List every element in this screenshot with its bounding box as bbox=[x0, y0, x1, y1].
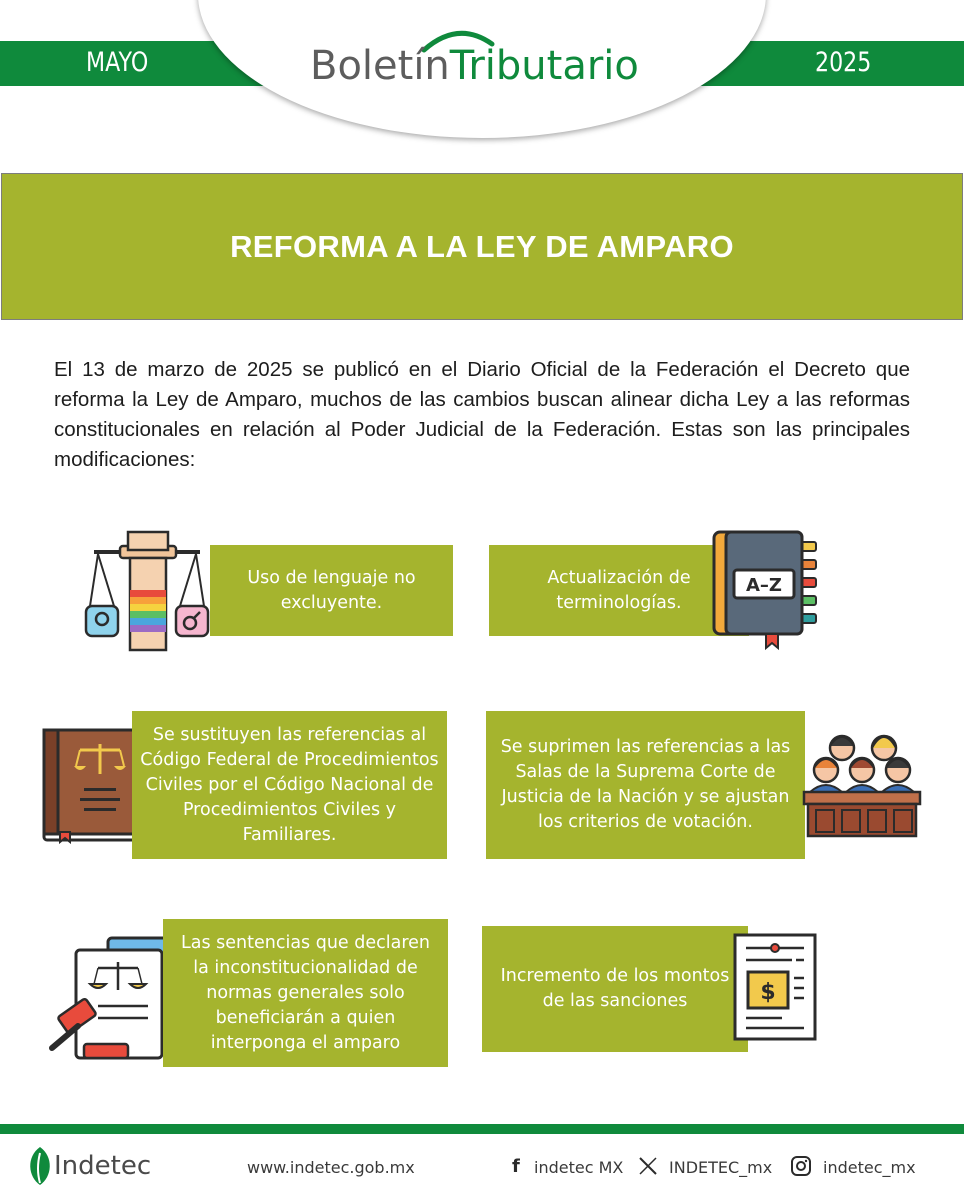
card-sanciones-text: Incremento de los montos de las sanciones bbox=[500, 966, 730, 1011]
gender-equality-scales-icon bbox=[84, 528, 210, 654]
a-z-dictionary-icon bbox=[710, 528, 822, 652]
brand-title bbox=[310, 40, 639, 92]
card-codigo-text: Se sustituyen las referencias al Código Federal de Procedimientos Civiles por el Código Nacional de Procedimientos Civiles y Familiares. bbox=[140, 724, 439, 845]
card-terminologias-text: Actualización de terminologías. bbox=[547, 567, 691, 613]
card-sentencias bbox=[163, 919, 448, 1067]
facebook-icon[interactable]: f bbox=[512, 1156, 520, 1177]
page-title: REFORMA A LA LEY DE AMPARO bbox=[230, 228, 734, 264]
footer-bar bbox=[0, 1124, 964, 1134]
fine-document-icon bbox=[732, 932, 818, 1044]
card-lenguaje-text: Uso de lenguaje no excluyente. bbox=[247, 567, 416, 613]
card-codigo bbox=[132, 711, 447, 859]
footer-website[interactable]: www.indetec.gob.mx bbox=[247, 1158, 415, 1177]
footer-facebook[interactable]: indetec MX bbox=[534, 1158, 624, 1177]
law-book-icon bbox=[40, 726, 140, 844]
indetec-logo-text: Indetec bbox=[54, 1151, 152, 1181]
court-judges-icon bbox=[802, 730, 924, 840]
header-month: MAYO bbox=[86, 47, 149, 78]
header-year: 2025 bbox=[815, 47, 872, 78]
footer-instagram[interactable]: indetec_mx bbox=[823, 1158, 916, 1177]
card-lenguaje bbox=[210, 545, 453, 636]
intro-paragraph: El 13 de marzo de 2025 se publicó en el Diario Oficial de la Federación el Decreto que reforma la Ley de Amparo, muchos de las cambios buscan alinear dicha Ley a las reformas constitucionales en relación al Poder Judicial de la Federación. Estas son las principales modificaciones: bbox=[54, 358, 910, 471]
x-icon[interactable] bbox=[638, 1157, 658, 1175]
brand-part1: Boletín bbox=[310, 43, 450, 89]
brand-part2: Tributario bbox=[449, 43, 639, 89]
gavel-document-icon bbox=[48, 934, 182, 1066]
instagram-icon[interactable] bbox=[790, 1155, 812, 1177]
card-sentencias-text: Las sentencias que declaren la inconstitucionalidad de normas generales solo beneficiarán a quien interponga el amparo bbox=[180, 932, 431, 1053]
footer-x[interactable]: INDETEC_mx bbox=[669, 1158, 773, 1177]
indetec-leaf-icon bbox=[24, 1143, 56, 1189]
card-salas bbox=[486, 711, 805, 859]
title-band bbox=[1, 173, 963, 320]
card-sanciones bbox=[482, 926, 748, 1052]
card-salas-text: Se suprimen las referencias a las Salas de la Suprema Corte de Justicia de la Nación y se ajustan los criterios de votación. bbox=[500, 737, 791, 832]
svg-text:$: $ bbox=[760, 980, 776, 1005]
svg-text:A–Z: A–Z bbox=[746, 575, 782, 596]
